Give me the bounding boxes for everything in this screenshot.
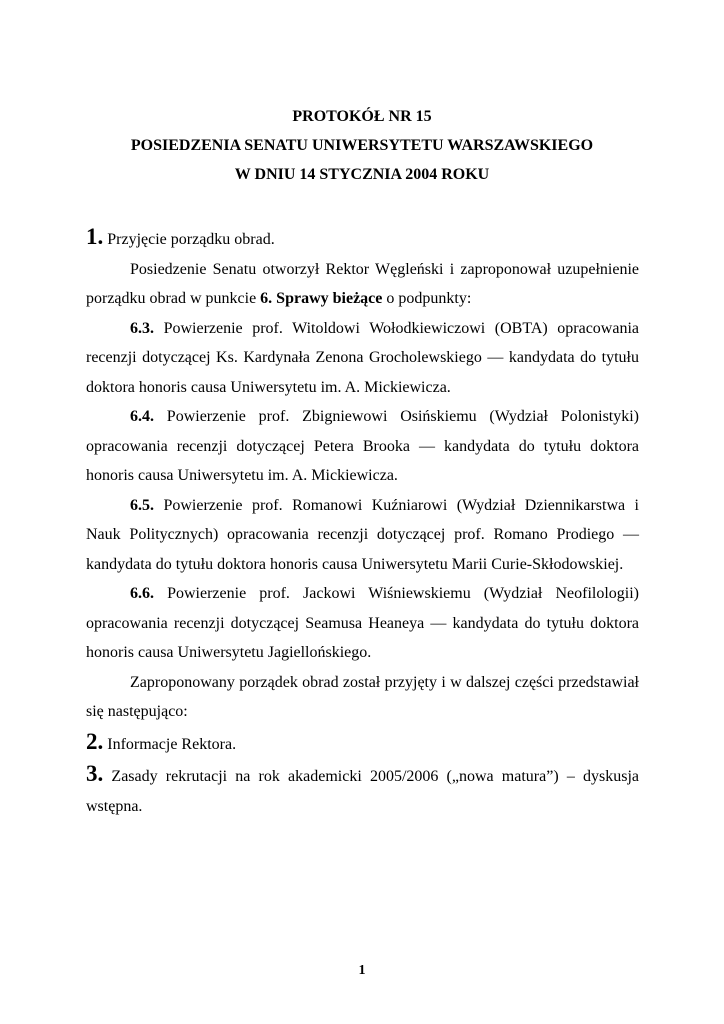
agenda-item-number: 1.: [86, 224, 104, 249]
subpoint-number: 6.5.: [130, 496, 154, 514]
agenda-item-2: [86, 727, 639, 760]
subpoint-6-6: [86, 579, 639, 668]
subpoint-number: 6.6.: [130, 585, 154, 602]
intro-paragraph: [86, 255, 639, 314]
document-body: [86, 222, 639, 821]
protocol-subtitle: POSIEDZENIA SENATU UNIWERSYTETU WARSZAWSKIEGO: [130, 137, 594, 154]
conclusion-paragraph: Zaproponowany porządek obrad został przyjęty i w dalszej części przedstawiał się następująco:: [86, 673, 639, 720]
subpoint-number: 6.4.: [130, 408, 154, 425]
subpoint-number: 6.3.: [130, 319, 154, 337]
intro-bold-point: 6. Sprawy bieżące: [260, 290, 383, 307]
subpoint-text: Powierzenie prof. Romanowi Kuźniarowi (Wydział Dziennikarstwa i Nauk Politycznych) opracowania recenzji dotyczącej prof. Romano Prodiego — kandydata do tytułu doktora honoris causa Uniwersytetu Marii Curie-Skłodowskiej.: [86, 496, 640, 573]
subpoint-6-4: [86, 402, 639, 491]
protocol-title: PROTOKÓŁ NR 15: [292, 108, 432, 125]
agenda-item-number: 3.: [86, 761, 104, 786]
agenda-item-3: [86, 759, 639, 821]
agenda-item-1: [86, 222, 639, 255]
agenda-item-number: 2.: [86, 728, 104, 754]
subpoint-text: Powierzenie prof. Jackowi Wiśniewskiemu (Wydział Neofilologii) opracowania recenzji dotyczącej Seamusa Heaneya — kandydata do tytułu doktora honoris causa Uniwersytetu Jagiellońskiego.: [86, 585, 639, 661]
intro-after: o podpunkty:: [382, 290, 472, 307]
subpoint-text: Powierzenie prof. Witoldowi Wołodkiewiczowi (OBTA) opracowania recenzji dotyczącej Ks. Kardynała Zenona Grocholewskiego — kandydata do tytułu doktora honoris causa Uniwersytetu im. A. Mickiewicza.: [86, 319, 639, 396]
subpoint-6-5: [86, 491, 639, 580]
agenda-item-title: Zasady rekrutacji na rok akademicki 2005/2006 („nowa matura”) – dyskusja wstępna.: [86, 768, 639, 815]
intro-text: Posiedzenie Senatu otworzył Rektor Węgleński i zaproponował uzupełnienie porządku obrad w punkcie: [86, 260, 639, 307]
subpoint-6-3: [86, 314, 639, 403]
protocol-date: W DNIU 14 STYCZNIA 2004 ROKU: [234, 166, 490, 183]
agenda-item-title: Informacje Rektora.: [107, 735, 237, 753]
page-number: 1: [358, 963, 366, 978]
agenda-item-title: Przyjęcie porządku obrad.: [107, 231, 275, 248]
subpoint-text: Powierzenie prof. Zbigniewowi Osińskiemu (Wydział Polonistyki) opracowania recenzji dotyczącej Petera Brooka — kandydata do tytułu doktora honoris causa Uniwersytetu im. A. Mickiewicza.: [86, 408, 640, 484]
